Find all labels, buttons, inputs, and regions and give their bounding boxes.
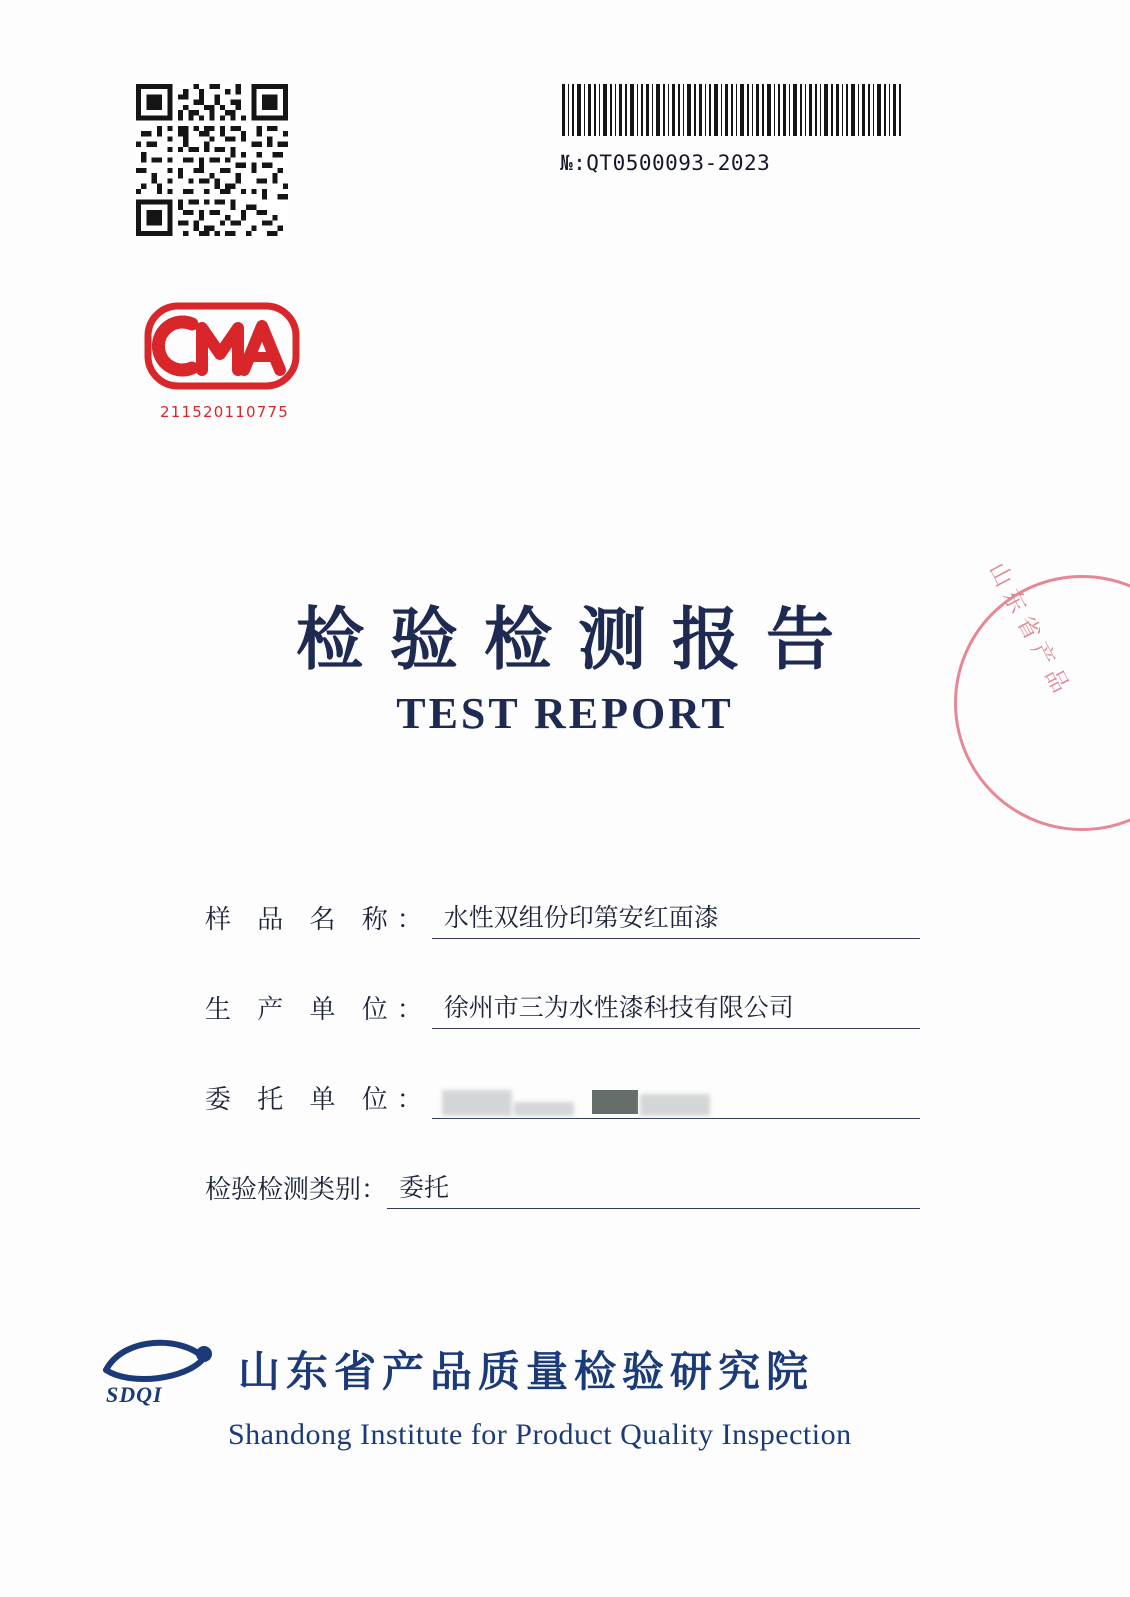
report-fields — [205, 895, 920, 1255]
field-label: 委 托 单 位： — [205, 1085, 432, 1115]
page-title-cn: 检验检测报告 — [295, 600, 860, 680]
field-label: 生 产 单 位： — [205, 995, 432, 1025]
field-client-unit — [205, 1075, 920, 1119]
qr-code — [136, 84, 288, 236]
field-value-underline[interactable] — [387, 1168, 920, 1209]
field-value: 委托 — [399, 1173, 450, 1202]
field-value-underline[interactable] — [432, 1080, 920, 1119]
page-title-en: TEST REPORT — [396, 689, 734, 739]
title-block — [0, 600, 1130, 739]
institute-name-en: Shandong Institute for Product Quality Inspection — [228, 1418, 852, 1451]
field-sample-name — [205, 895, 920, 939]
institute-footer — [100, 1330, 1030, 1452]
barcode — [560, 84, 905, 136]
cma-number: 211520110775 — [160, 403, 289, 421]
cma-mark — [142, 300, 307, 421]
field-label: 检验检测类别： — [205, 1175, 388, 1205]
field-value: 水性双组份印第安红面漆 — [443, 903, 719, 932]
sdqi-logo-icon — [100, 1330, 228, 1408]
barcode-block — [560, 84, 905, 175]
institute-name-cn: 山东省产品质量检验研究院 — [238, 1347, 815, 1396]
field-inspection-category — [205, 1165, 920, 1209]
cma-logo-icon — [142, 300, 302, 392]
field-value-underline[interactable] — [432, 898, 920, 939]
sdqi-wordmark: SDQI — [106, 1382, 163, 1407]
seal-text: 山东省产品 — [983, 558, 1077, 704]
field-value-underline[interactable] — [432, 988, 920, 1029]
report-number: №:QT0500093-2023 — [560, 151, 771, 175]
field-value: 徐州市三为水性漆科技有限公司 — [443, 993, 794, 1022]
redacted-overlay — [442, 1086, 732, 1116]
field-manufacturer — [205, 985, 920, 1029]
field-label: 样 品 名 称： — [205, 905, 432, 935]
